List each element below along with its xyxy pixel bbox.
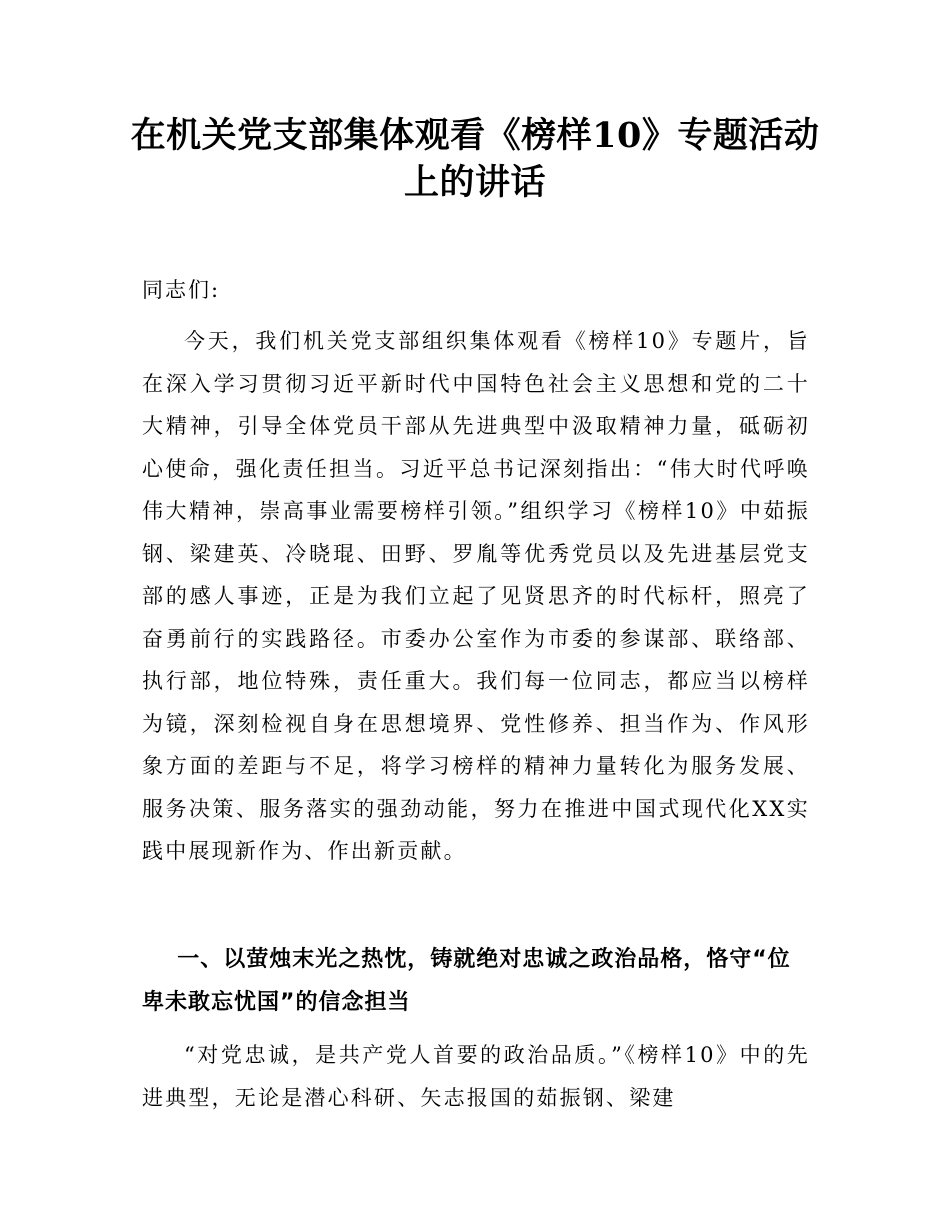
salutation: 同志们: — [142, 278, 221, 302]
document-title: 在机关党支部集体观看《榜样10》专题活动上的讲话 — [130, 115, 820, 203]
intro-paragraph: 今天，我们机关党支部组织集体观看《榜样10》专题片，旨在深入学习贯彻习近平新时代中国特色社会主义思想和党的二十大精神，引导全体党员干部从先进典型中汲取精神力量，砥砺初心使命，强化责任担当。习近平总书记深刻指出：“伟大时代呼唤伟大精神，崇高事业需要榜样引领。”组织学习《榜样10》中茹振钢、梁建英、冷晓琨、田野、罗胤等优秀党员以及先进基层党支部的感人事迹，正是为我们立起了见贤思齐的时代标杆，照亮了奋勇前行的实践路径。市委办公室作为市委的参谋部、联络部、执行部，地位特殊，责任重大。我们每一位同志，都应当以榜样为镜，深刻检视自身在思想境界、党性修养、担当作为、作风形象方面的差距与不足，将学习榜样的精神力量转化为服务发展、服务决策、服务落实的强劲动能，努力在推进中国式现代化XX实践中展现新作为、作出新贡献。 — [142, 329, 810, 863]
section-paragraph: “对党忠诚，是共产党人首要的政治品质。”《榜样10》中的先进典型，无论是潜心科研、矢志报国的茹振钢、梁建 — [142, 1043, 810, 1110]
section-heading: 一、以萤烛末光之热忱，铸就绝对忠诚之政治品格，恪守“位卑未敢忘忧国”的信念担当 — [142, 947, 791, 1015]
